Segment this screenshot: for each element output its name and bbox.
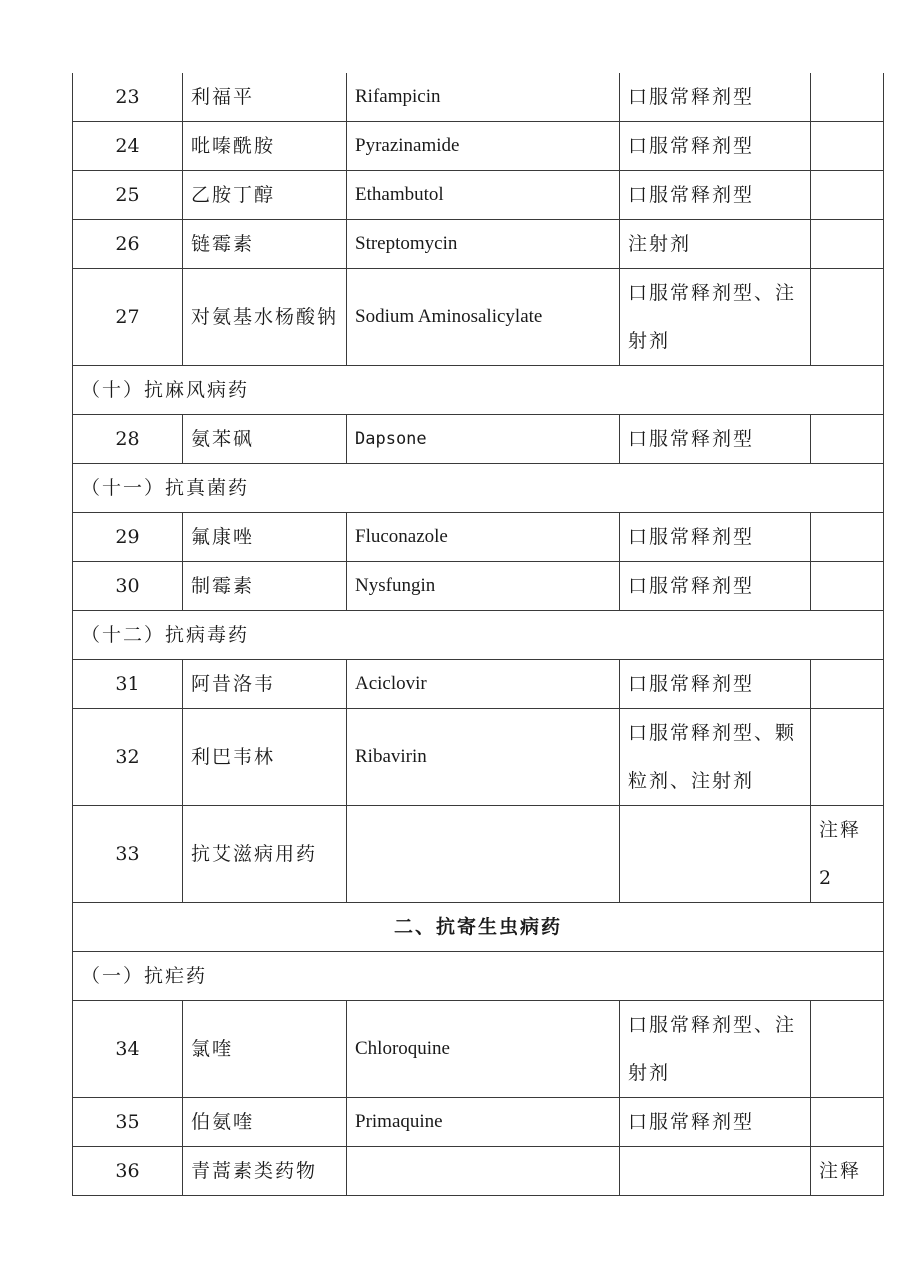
note-cell [811, 1001, 884, 1098]
drug-name-cn: 阿昔洛韦 [183, 660, 347, 709]
note-cell [811, 415, 884, 464]
note-cell [811, 660, 884, 709]
drug-name-cn: 抗艾滋病用药 [183, 806, 347, 903]
row-number: 34 [73, 1001, 183, 1098]
row-number: 31 [73, 660, 183, 709]
table-row [73, 1001, 884, 1098]
note-cell [811, 562, 884, 611]
drug-name-en: Primaquine [347, 1098, 620, 1147]
table-row [73, 1098, 884, 1147]
dosage-form: 口服常释剂型、注射剂 [620, 269, 811, 366]
row-number: 23 [73, 73, 183, 122]
subheading-row [73, 366, 884, 415]
row-number: 26 [73, 220, 183, 269]
row-number: 33 [73, 806, 183, 903]
table-row [73, 73, 884, 122]
table-row [73, 513, 884, 562]
dosage-form: 口服常释剂型 [620, 122, 811, 171]
dosage-form: 口服常释剂型 [620, 415, 811, 464]
row-number: 25 [73, 171, 183, 220]
drug-name-en: Aciclovir [347, 660, 620, 709]
drug-name-cn: 链霉素 [183, 220, 347, 269]
drug-name-cn: 利福平 [183, 73, 347, 122]
dosage-form [620, 806, 811, 903]
dosage-form [620, 1147, 811, 1196]
subheading-row [73, 952, 884, 1001]
drug-table [72, 73, 884, 1196]
dosage-form: 口服常释剂型 [620, 660, 811, 709]
row-number: 32 [73, 709, 183, 806]
drug-name-cn: 青蒿素类药物 [183, 1147, 347, 1196]
drug-name-en: Sodium Aminosalicylate [347, 269, 620, 366]
dosage-form: 口服常释剂型 [620, 562, 811, 611]
drug-name-en: Dapsone [347, 415, 620, 464]
dosage-form: 口服常释剂型 [620, 1098, 811, 1147]
drug-name-en: Nysfungin [347, 562, 620, 611]
drug-name-en [347, 806, 620, 903]
drug-name-cn: 氯喹 [183, 1001, 347, 1098]
drug-name-en: Ethambutol [347, 171, 620, 220]
section-row [73, 903, 884, 952]
drug-name-en: Rifampicin [347, 73, 620, 122]
table-row [73, 660, 884, 709]
note-cell [811, 709, 884, 806]
note-cell: 注释 [811, 1147, 884, 1196]
note-cell [811, 73, 884, 122]
note-cell [811, 1098, 884, 1147]
drug-name-cn: 吡嗪酰胺 [183, 122, 347, 171]
dosage-form: 注射剂 [620, 220, 811, 269]
dosage-form: 口服常释剂型 [620, 73, 811, 122]
table-row [73, 220, 884, 269]
dosage-form: 口服常释剂型、颗粒剂、注射剂 [620, 709, 811, 806]
row-number: 27 [73, 269, 183, 366]
table-row [73, 709, 884, 806]
row-number: 29 [73, 513, 183, 562]
table-row [73, 122, 884, 171]
drug-name-cn: 利巴韦林 [183, 709, 347, 806]
table-row [73, 806, 884, 903]
drug-name-cn: 氟康唑 [183, 513, 347, 562]
subheading-antimalarial: （一）抗疟药 [73, 952, 884, 1001]
row-number: 35 [73, 1098, 183, 1147]
drug-name-cn: 对氨基水杨酸钠 [183, 269, 347, 366]
table-row [73, 562, 884, 611]
drug-name-cn: 乙胺丁醇 [183, 171, 347, 220]
subheading-antifungal: （十一）抗真菌药 [73, 464, 884, 513]
note-cell [811, 220, 884, 269]
note-cell [811, 122, 884, 171]
note-cell [811, 513, 884, 562]
subheading-row [73, 464, 884, 513]
row-number: 36 [73, 1147, 183, 1196]
drug-name-cn: 伯氨喹 [183, 1098, 347, 1147]
dosage-form: 口服常释剂型、注射剂 [620, 1001, 811, 1098]
dosage-form: 口服常释剂型 [620, 513, 811, 562]
subheading-antileprosy: （十）抗麻风病药 [73, 366, 884, 415]
note-cell [811, 171, 884, 220]
note-cell [811, 269, 884, 366]
subheading-antiviral: （十二）抗病毒药 [73, 611, 884, 660]
dosage-form: 口服常释剂型 [620, 171, 811, 220]
note-cell: 注释2 [811, 806, 884, 903]
drug-name-en: Fluconazole [347, 513, 620, 562]
table-row [73, 269, 884, 366]
row-number: 28 [73, 415, 183, 464]
section-heading-antiparasitic: 二、抗寄生虫病药 [73, 903, 884, 952]
drug-name-en: Ribavirin [347, 709, 620, 806]
drug-name-en [347, 1147, 620, 1196]
drug-name-cn: 制霉素 [183, 562, 347, 611]
table-row [73, 415, 884, 464]
row-number: 24 [73, 122, 183, 171]
drug-name-en: Chloroquine [347, 1001, 620, 1098]
drug-name-en: Streptomycin [347, 220, 620, 269]
drug-name-cn: 氨苯砜 [183, 415, 347, 464]
table-row [73, 171, 884, 220]
row-number: 30 [73, 562, 183, 611]
subheading-row [73, 611, 884, 660]
drug-name-en: Pyrazinamide [347, 122, 620, 171]
table-row [73, 1147, 884, 1196]
